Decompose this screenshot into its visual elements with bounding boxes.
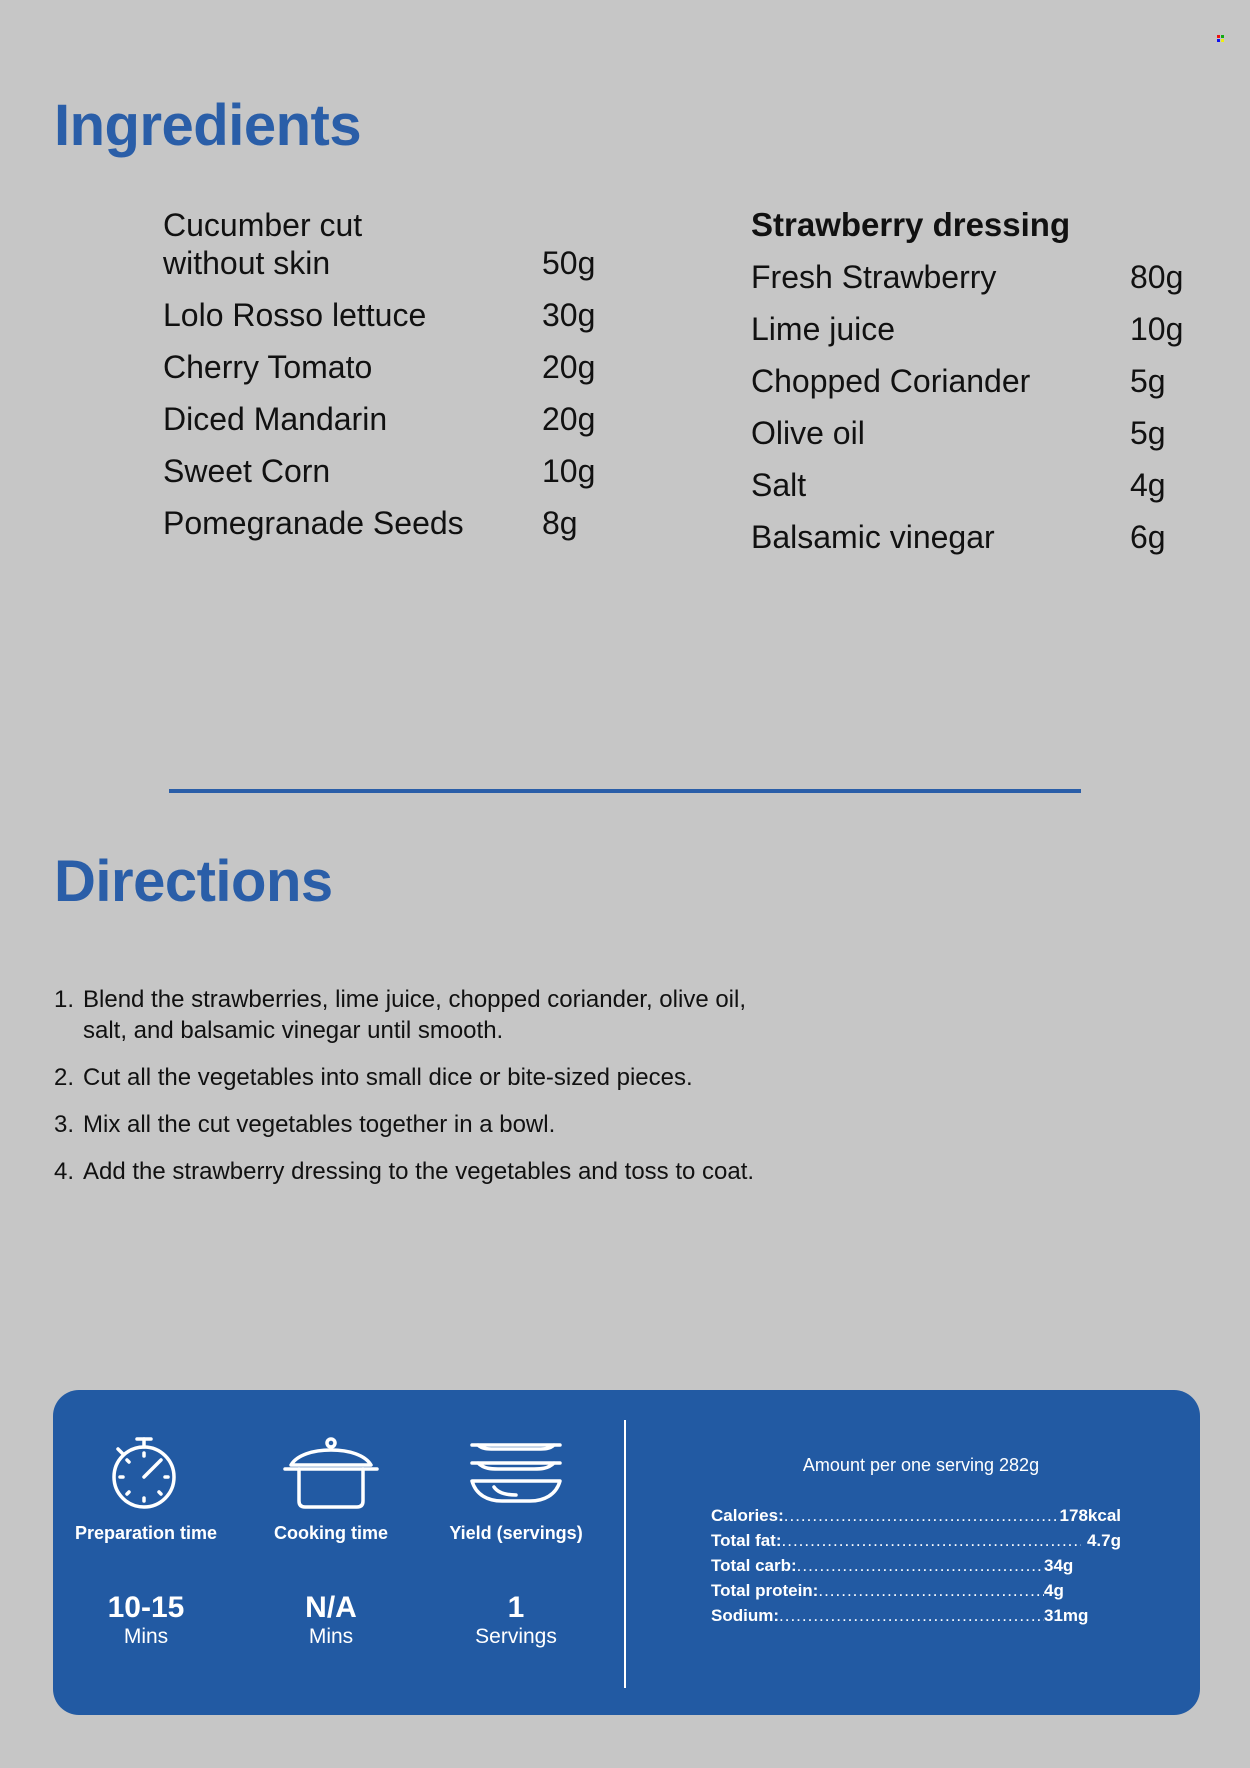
nutrient-label: Total fat: <box>711 1531 782 1550</box>
cook-time-value: N/A <box>305 1591 357 1624</box>
cook-time-stat <box>251 1435 411 1649</box>
ingredient-name: Lime juice <box>751 311 896 347</box>
ingredient-name: Olive oil <box>751 415 865 451</box>
ingredient-qty: 10g <box>1130 311 1184 347</box>
ingredient-qty: 6g <box>1130 519 1166 555</box>
nutrition-row-fat <box>711 1528 1121 1553</box>
direction-step <box>54 1109 954 1140</box>
nutrient-value: 31mg <box>1044 1606 1089 1625</box>
prep-time-stat <box>66 1435 226 1649</box>
nutrient-label: Sodium: <box>711 1606 779 1625</box>
ingredient-item <box>751 518 1201 556</box>
nutrient-label: Total carb: <box>711 1556 797 1575</box>
ingredient-name: Cherry Tomato <box>163 349 373 385</box>
ingredient-qty: 5g <box>1130 415 1166 451</box>
ingredient-item <box>163 206 613 282</box>
prep-time-label: Preparation time <box>74 1523 218 1543</box>
cook-time-label: Cooking time <box>273 1523 388 1543</box>
corner-color-mark <box>1217 35 1224 42</box>
dressing-ingredients-list <box>751 258 1201 570</box>
nutrition-facts <box>711 1454 1171 1628</box>
ingredient-name: Cucumber cut without skin <box>163 207 363 281</box>
step-text: Add the strawberry dressing to the vegetables and toss to coat. <box>83 1158 755 1185</box>
step-text: Mix all the cut vegetables together in a bowl. <box>83 1111 556 1138</box>
ingredient-name: Diced Mandarin <box>163 401 388 437</box>
ingredient-qty: 50g <box>542 245 596 281</box>
directions-heading: Directions <box>54 849 333 914</box>
step-number: 1. <box>54 986 75 1013</box>
ingredient-qty: 20g <box>542 401 596 437</box>
nutrient-value: 4g <box>1044 1581 1064 1600</box>
nutrition-row-carb <box>711 1553 1121 1578</box>
ingredient-qty: 80g <box>1130 259 1184 295</box>
serving-size: Amount per one serving 282g <box>802 1455 1040 1475</box>
ingredient-item <box>163 504 613 542</box>
nutrient-label: Calories: <box>711 1506 784 1525</box>
nutrition-row-calories <box>711 1503 1121 1528</box>
ingredient-item <box>751 414 1201 452</box>
section-divider <box>169 789 1081 793</box>
ingredient-name: Fresh Strawberry <box>751 259 997 295</box>
ingredients-heading: Ingredients <box>54 93 362 158</box>
step-text: Blend the strawberries, lime juice, chopped coriander, olive oil, salt, and balsamic vinegar until smooth. <box>83 986 747 1044</box>
nutrition-row-protein <box>711 1578 1121 1603</box>
nutrient-value: 4.7g <box>1086 1531 1121 1550</box>
direction-step <box>54 984 954 1046</box>
step-number: 2. <box>54 1064 75 1091</box>
dressing-heading: Strawberry dressing <box>751 206 1071 243</box>
stopwatch-icon <box>108 1435 184 1511</box>
ingredient-name: Chopped Coriander <box>751 363 1031 399</box>
ingredient-item <box>751 466 1201 504</box>
direction-step <box>54 1156 954 1187</box>
ingredient-name: Salt <box>751 467 807 503</box>
plates-icon <box>468 1435 564 1511</box>
ingredient-qty: 10g <box>542 453 596 489</box>
main-ingredients-list <box>163 206 613 556</box>
step-number: 3. <box>54 1111 75 1138</box>
nutrient-value: 34g <box>1044 1556 1074 1575</box>
cook-time-unit: Mins <box>308 1625 354 1648</box>
ingredient-name: Pomegranade Seeds <box>163 505 464 541</box>
ingredient-item <box>163 348 613 386</box>
ingredient-name: Lolo Rosso lettuce <box>163 297 427 333</box>
card-divider <box>624 1420 626 1688</box>
pot-icon <box>283 1435 379 1511</box>
directions-list <box>54 984 954 1203</box>
ingredient-name: Balsamic vinegar <box>751 519 995 555</box>
yield-stat <box>436 1435 596 1649</box>
nutrient-label: Total protein: <box>711 1581 819 1600</box>
nutrient-value: 178kcal <box>1059 1506 1121 1525</box>
prep-time-unit: Mins <box>123 1625 169 1648</box>
ingredient-qty: 8g <box>542 505 578 541</box>
yield-value: 1 <box>507 1591 525 1624</box>
ingredient-item <box>751 258 1201 296</box>
ingredient-item <box>163 296 613 334</box>
ingredient-item <box>751 362 1201 400</box>
direction-step <box>54 1062 954 1093</box>
step-number: 4. <box>54 1158 75 1185</box>
ingredient-item <box>163 400 613 438</box>
ingredient-qty: 20g <box>542 349 596 385</box>
prep-time-value: 10-15 <box>107 1591 185 1624</box>
ingredient-name: Sweet Corn <box>163 453 331 489</box>
yield-unit: Servings <box>475 1625 557 1648</box>
ingredient-qty: 4g <box>1130 467 1166 503</box>
ingredient-item <box>163 452 613 490</box>
ingredient-item <box>751 310 1201 348</box>
recipe-info-card <box>53 1390 1200 1715</box>
yield-label: Yield (servings) <box>449 1523 583 1543</box>
ingredient-qty: 5g <box>1130 363 1166 399</box>
ingredient-qty: 30g <box>542 297 596 333</box>
nutrition-row-sodium <box>711 1603 1121 1628</box>
step-text: Cut all the vegetables into small dice or bite-sized pieces. <box>83 1064 693 1091</box>
